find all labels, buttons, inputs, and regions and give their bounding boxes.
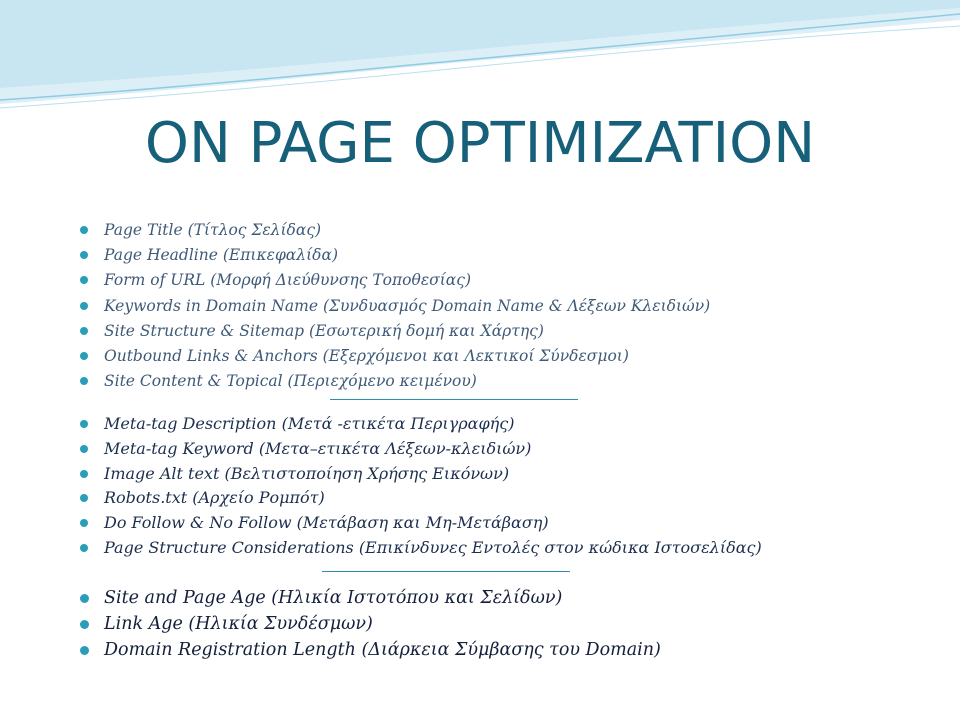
- bullet-dot-icon: [80, 352, 88, 360]
- header-wave-decoration: [0, 0, 960, 120]
- bullet-item: [80, 611, 661, 637]
- bullet-group-2: [80, 412, 762, 561]
- bullet-item: [80, 369, 710, 394]
- bullet-item: [80, 536, 762, 561]
- bullet-dot-icon: [80, 620, 89, 629]
- bullet-dot-icon: [80, 494, 88, 502]
- bullet-text: Page Title (Τίτλος Σελίδας): [104, 221, 322, 239]
- bullet-item: [80, 462, 762, 487]
- bullet-text: Link Age (Ηλικία Συνδέσμων): [104, 614, 373, 634]
- slide-title: ON PAGE OPTIMIZATION: [144, 111, 816, 176]
- bullet-dot-icon: [80, 302, 88, 310]
- bullet-dot-icon: [80, 377, 88, 385]
- bullet-text: Keywords in Domain Name (Συνδυασμός Domain Name & Λέξεων Κλειδιών): [104, 296, 711, 315]
- bullet-dot-icon: [80, 445, 88, 453]
- bullet-dot-icon: [80, 594, 89, 603]
- bullet-dot-icon: [80, 276, 88, 284]
- bullet-text: Meta-tag Description (Μετά -ετικέτα Περιγραφής): [104, 414, 515, 433]
- bullet-group-3: [80, 585, 661, 663]
- bullet-text: Robots.txt (Αρχείο Ρομπότ): [104, 488, 325, 508]
- bullet-dot-icon: [80, 544, 88, 552]
- bullet-dot-icon: [80, 470, 88, 478]
- bullet-dot-icon: [80, 327, 88, 335]
- bullet-text: Site Content & Topical (Περιεχόμενο κειμένου): [104, 372, 477, 391]
- bullet-text: Form of URL (Μορφή Διεύθυνσης Τοποθεσίας): [104, 271, 472, 290]
- bullet-dot-icon: [80, 226, 88, 234]
- bullet-group-1: [80, 218, 710, 394]
- divider-line: [330, 399, 578, 400]
- bullet-text: Domain Registration Length (Διάρκεια Σύμβασης του Domain): [104, 640, 661, 660]
- bullet-text: Outbound Links & Anchors (Εξερχόμενοι και Λεκτικοί Σύνδεσμοι): [104, 347, 629, 366]
- bullet-dot-icon: [80, 420, 88, 428]
- bullet-item: [80, 486, 762, 511]
- bullet-item: [80, 511, 762, 536]
- bullet-item: [80, 319, 710, 344]
- bullet-item: [80, 218, 710, 243]
- bullet-text: Image Alt text (Βελτιστοποίηση Χρήσης Εικόνων): [104, 463, 510, 483]
- bullet-text: Site Structure & Sitemap (Εσωτερική δομή και Χάρτης): [104, 321, 544, 340]
- bullet-text: Page Structure Considerations (Επικίνδυνες Εντολές στον κώδικα Ιστοσελίδας): [104, 537, 762, 557]
- bullet-item: [80, 637, 661, 663]
- bullet-item: [80, 437, 762, 462]
- bullet-text: Meta-tag Keyword (Μετα–ετικέτα Λέξεων-κλειδιών): [104, 438, 532, 458]
- bullet-dot-icon: [80, 519, 88, 527]
- divider-line: [322, 571, 570, 572]
- bullet-item: [80, 412, 762, 437]
- bullet-dot-icon: [80, 646, 89, 655]
- wave-band-mid: [0, 0, 960, 88]
- bullet-item: [80, 268, 710, 293]
- bullet-text: Page Headline (Επικεφαλίδα): [104, 246, 339, 265]
- bullet-item: [80, 243, 710, 268]
- bullet-dot-icon: [80, 251, 88, 259]
- bullet-item: [80, 294, 710, 319]
- bullet-item: [80, 344, 710, 369]
- bullet-item: [80, 585, 661, 611]
- bullet-text: Do Follow & No Follow (Μετάβαση και Μη-Μετάβαση): [104, 513, 549, 533]
- bullet-text: Site and Page Age (Ηλικία Ιστοτόπου και Σελίδων): [104, 588, 563, 608]
